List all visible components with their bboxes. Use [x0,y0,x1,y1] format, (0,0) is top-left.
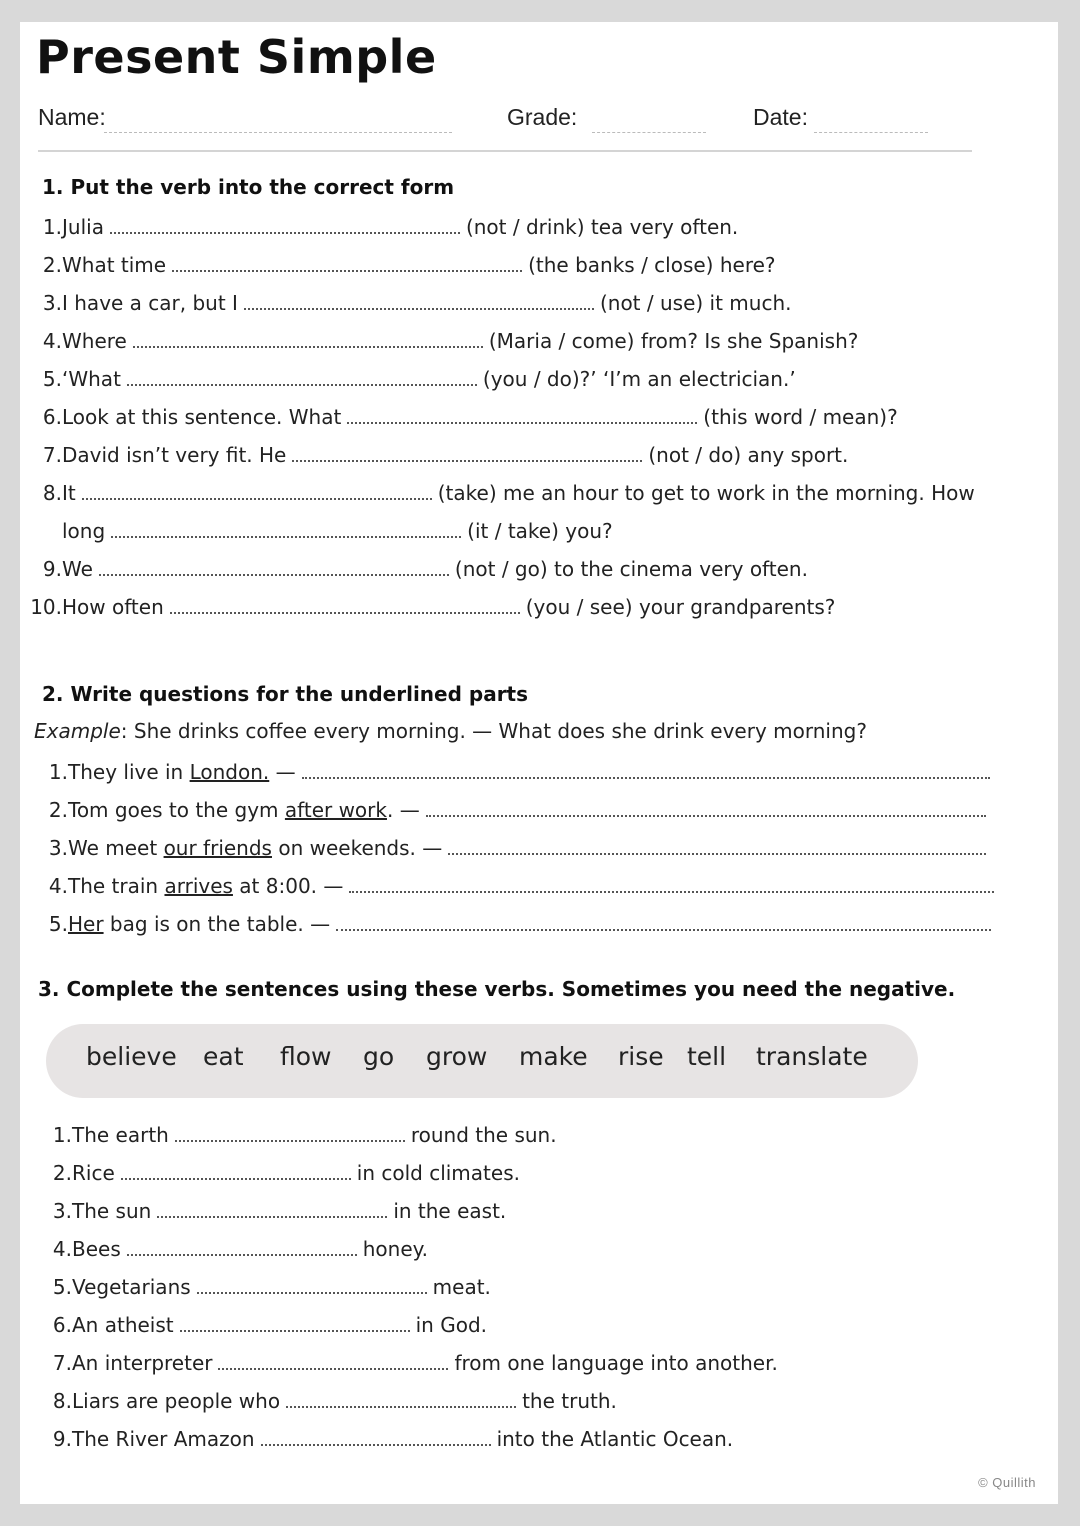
answer-blank[interactable] [302,759,990,779]
answer-blank[interactable] [336,911,991,931]
word-bank [46,1024,918,1098]
grade-label: Grade: [507,104,578,130]
word-bank-item: tell [687,1042,727,1071]
answer-blank[interactable] [133,328,483,348]
student-info-row [20,104,1058,140]
answer-blank[interactable] [349,873,994,893]
list-item: 9.The River Amazon into the Atlantic Ocean. [52,1427,734,1451]
example-sentence: Example: She drinks coffee every morning. — What does she drink every morning? [34,719,867,743]
list-item: 3.The sun in the east. [52,1199,507,1223]
answer-blank[interactable] [127,366,477,386]
answer-blank[interactable] [197,1274,427,1294]
underlined-part: London. [189,760,270,784]
answer-blank[interactable] [261,1426,491,1446]
answer-blank[interactable] [110,214,460,234]
list-item: 4.Where (Maria / come) from? Is she Spanish? [42,329,859,353]
answer-blank[interactable] [127,1236,357,1256]
list-item: 4.Bees honey. [52,1237,428,1261]
section1-heading: 1. Put the verb into the correct form [42,175,455,199]
word-bank-item: rise [618,1042,664,1071]
page-title: Present Simple [36,30,437,84]
list-item: 5.Her bag is on the table. — [48,909,997,939]
list-item-continuation: long (it / take) you? [62,519,613,543]
date-field[interactable] [814,132,928,133]
list-item: 1.Julia (not / drink) tea very often. [42,215,739,239]
answer-blank[interactable] [170,594,520,614]
answer-blank[interactable] [347,404,697,424]
list-item: 3.We meet our friends on weekends. — [48,833,992,863]
worksheet-page [20,22,1058,1504]
name-field[interactable] [104,132,452,133]
answer-blank[interactable] [244,290,594,310]
list-item: 8.Liars are people who the truth. [52,1389,617,1413]
section2-heading: 2. Write questions for the underlined parts [42,682,529,706]
header-divider [38,150,972,152]
answer-blank[interactable] [180,1312,410,1332]
answer-blank[interactable] [448,835,986,855]
list-item: 3.I have a car, but I (not / use) it much. [42,291,792,315]
underlined-part: our friends [163,836,272,860]
list-item: 2.Tom goes to the gym after work. — [48,795,992,825]
list-item: 6.An atheist in God. [52,1313,488,1337]
list-item: 4.The train arrives at 8:00. — [48,871,1000,901]
word-bank-item: go [363,1042,395,1071]
list-item: 2.Rice in cold climates. [52,1161,520,1185]
list-item: 2.What time (the banks / close) here? [42,253,776,277]
list-item: 8.It (take) me an hour to get to work in the morning. How [42,481,975,505]
word-bank-item: translate [756,1042,868,1071]
name-label: Name: [38,104,106,130]
list-item: 5.Vegetarians meat. [52,1275,491,1299]
word-bank-item: grow [426,1042,488,1071]
date-label: Date: [753,104,808,130]
answer-blank[interactable] [172,252,522,272]
list-item: 6.Look at this sentence. What (this word / mean)? [42,405,898,429]
list-item: 1.They live in London. — [48,757,996,787]
list-item: 7.David isn’t very fit. He (not / do) any sport. [42,443,849,467]
list-item: 7.An interpreter from one language into another. [52,1351,778,1375]
copyright-footer: © Quillith [978,1475,1036,1490]
word-bank-item: eat [203,1042,244,1071]
answer-blank[interactable] [121,1160,351,1180]
answer-blank[interactable] [82,480,432,500]
list-item: 1.The earth round the sun. [52,1123,557,1147]
underlined-part: arrives [164,874,233,898]
section3-heading: 3. Complete the sentences using these verbs. Sometimes you need the negative. [38,977,956,1001]
answer-blank[interactable] [286,1388,516,1408]
underlined-part: after work [284,798,387,822]
answer-blank[interactable] [218,1350,448,1370]
list-item: 5.‘What (you / do)?’ ‘I’m an electrician.’ [42,367,796,391]
grade-field[interactable] [592,132,706,133]
answer-blank[interactable] [99,556,449,576]
word-bank-item: believe [86,1042,177,1071]
answer-blank[interactable] [292,442,642,462]
answer-blank[interactable] [426,797,986,817]
answer-blank[interactable] [175,1122,405,1142]
list-item: 9.We (not / go) to the cinema very often. [42,557,808,581]
word-bank-item: flow [280,1042,332,1071]
underlined-part: Her [68,912,104,936]
list-item: 10.How often (you / see) your grandparents? [30,595,836,619]
answer-blank[interactable] [111,518,461,538]
answer-blank[interactable] [157,1198,387,1218]
word-bank-item: make [519,1042,588,1071]
